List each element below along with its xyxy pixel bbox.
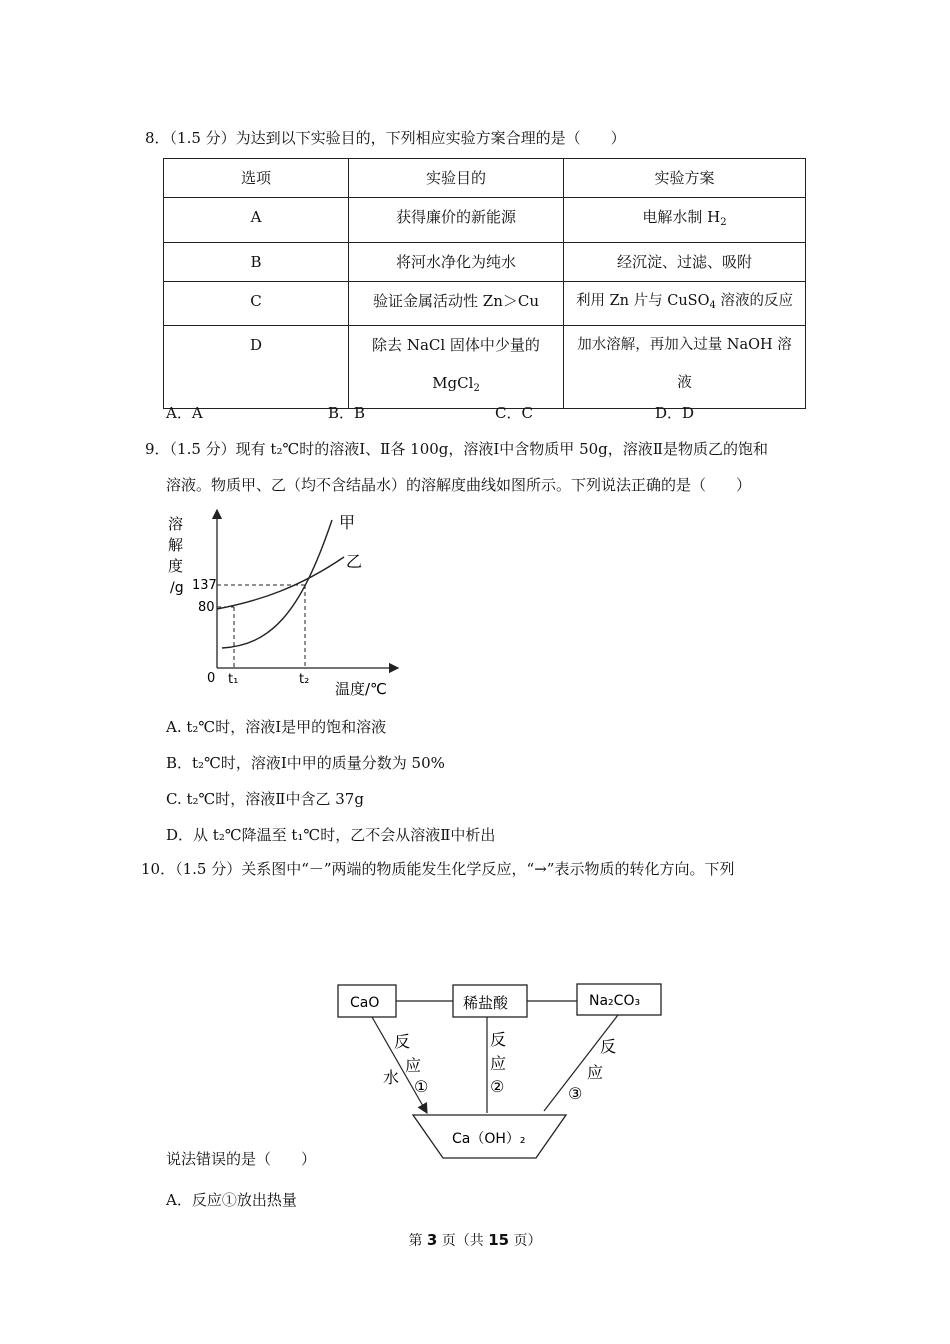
tick-t1: t₁ [228, 672, 239, 687]
header-purpose: 实验目的 [349, 159, 564, 198]
header-option: 选项 [164, 159, 349, 198]
r3-c: ③ [568, 1084, 583, 1103]
q10-stem-line1: 10．（1.5 分）关系图中“－”两端的物质能发生化学反应，“→”表示物质的转化方向。下列 [141, 860, 735, 878]
q8-choice-b: B．B [328, 404, 366, 422]
r3-a: 反 [600, 1037, 617, 1056]
footer-pre: 第 [408, 1233, 427, 1249]
q8-choice-d: D．D [655, 404, 695, 422]
footer-mid: 页（共 [437, 1233, 489, 1249]
ylabel-3: 度 [168, 557, 184, 575]
r3-b: 应 [587, 1063, 604, 1082]
tick-80: 80 [198, 600, 215, 615]
r1-c: ① [414, 1077, 429, 1096]
table-header-row [164, 159, 806, 198]
curve-yi [217, 557, 344, 609]
r1-b: 应 [405, 1056, 422, 1075]
q8-options-table [163, 158, 806, 409]
row-c-plan-text: 利用 Zn 片与 CuSO [576, 293, 710, 309]
tick-137: 137 [192, 578, 217, 593]
q9-option-d: D．从 t₂℃降温至 t₁℃时，乙不会从溶液Ⅱ中析出 [166, 826, 496, 844]
row-d-plan [564, 326, 806, 409]
label-jia: 甲 [339, 513, 356, 532]
row-c-plan [564, 282, 806, 326]
row-c-purpose: 验证金属活动性 Zn＞Cu [349, 282, 564, 326]
q9-option-b: B．t₂℃时，溶液Ⅰ中甲的质量分数为 50% [166, 754, 445, 772]
table-row [164, 198, 806, 243]
row-c-plan-sub: 4 [709, 300, 716, 311]
page-footer [0, 1230, 950, 1250]
q9-option-c: C. t₂℃时，溶液Ⅱ中含乙 37g [166, 790, 364, 808]
row-d-plan-line2: 液 [677, 375, 692, 391]
row-d-purpose-line1: 除去 NaCl 固体中少量的 [372, 336, 540, 354]
row-a-plan-sub: 2 [720, 217, 727, 228]
label-caoh2: Ca（OH）₂ [452, 1131, 526, 1147]
curve-jia [222, 520, 332, 648]
row-d-option: D [164, 326, 349, 409]
label-acid: 稀盐酸 [463, 994, 509, 1012]
label-cao: CaO [350, 995, 380, 1011]
q8-stem: 8．（1.5 分）为达到以下实验目的，下列相应实验方案合理的是（ ） [145, 129, 626, 147]
footer-post: 页） [509, 1233, 542, 1249]
footer-total: 15 [488, 1231, 510, 1249]
r2-a: 反 [490, 1030, 507, 1049]
row-c-plan-tail: 溶液的反应 [715, 293, 793, 309]
label-na2co3: Na₂CO₃ [589, 993, 641, 1009]
row-a-plan [564, 198, 806, 243]
row-a-purpose: 获得廉价的新能源 [349, 198, 564, 243]
q10-stem-line2: 说法错误的是（ ） [166, 1150, 317, 1168]
label-yi: 乙 [346, 552, 363, 571]
ylabel-4: /g [170, 580, 184, 596]
row-b-option: B [164, 243, 349, 282]
footer-page: 3 [426, 1231, 438, 1249]
relation-diagram [330, 975, 670, 1170]
table-row [164, 282, 806, 326]
table-row [164, 326, 806, 409]
q9-stem-line1: 9．（1.5 分）现有 t₂℃时的溶液Ⅰ、Ⅱ各 100g，溶液Ⅰ中含物质甲 50g，溶液Ⅱ是物质乙的饱和 [145, 440, 768, 458]
row-d-purpose-sub: 2 [473, 383, 480, 394]
row-a-option: A [164, 198, 349, 243]
ylabel-2: 解 [168, 536, 184, 554]
tick-t2: t₂ [299, 672, 310, 687]
row-c-option: C [164, 282, 349, 326]
ylabel-1: 溶 [168, 515, 184, 533]
row-d-purpose [349, 326, 564, 409]
row-d-purpose-line2: MgCl [432, 374, 474, 392]
r2-b: 应 [490, 1054, 507, 1073]
r2-c: ② [490, 1077, 505, 1096]
tick-origin: 0 [207, 671, 216, 686]
water-label: 水 [383, 1068, 400, 1087]
q10-option-a: A．反应①放出热量 [166, 1191, 297, 1209]
solubility-graph [160, 505, 410, 700]
q9-option-a: A. t₂℃时，溶液Ⅰ是甲的饱和溶液 [166, 718, 387, 736]
row-a-plan-text: 电解水制 H [642, 208, 721, 226]
row-b-purpose: 将河水净化为纯水 [349, 243, 564, 282]
r1-a: 反 [394, 1032, 411, 1051]
q8-choice-a: A．A [166, 404, 203, 422]
q8-choice-c: C．C [495, 404, 533, 422]
q9-stem-line2: 溶液。物质甲、乙（均不含结晶水）的溶解度曲线如图所示。下列说法正确的是（ ） [166, 476, 752, 494]
row-b-plan: 经沉淀、过滤、吸附 [564, 243, 806, 282]
xlabel: 温度/℃ [335, 680, 387, 698]
row-d-plan-line1: 加水溶解，再加入过量 NaOH 溶 [577, 337, 792, 353]
table-row [164, 243, 806, 282]
header-plan: 实验方案 [564, 159, 806, 198]
